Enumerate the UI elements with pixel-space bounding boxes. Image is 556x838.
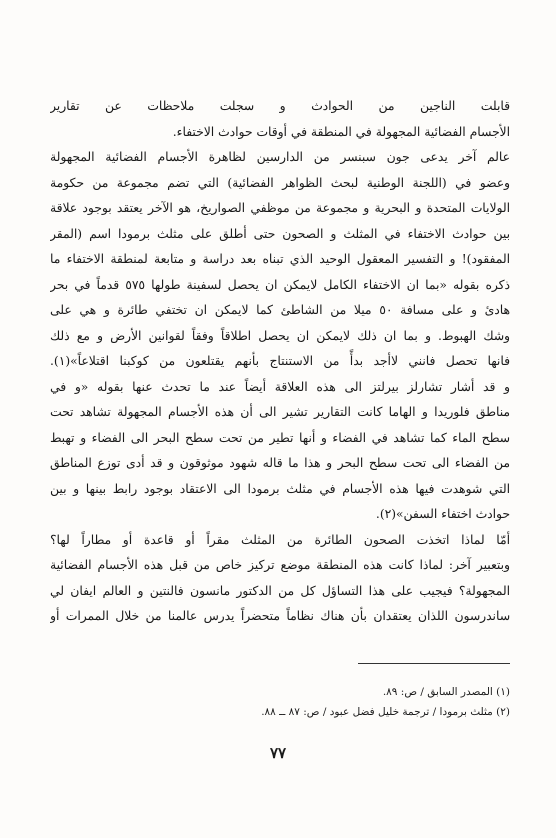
text-line: من الفضاء الى تحت سطح البحر و هذا ما قاله شهود موثوقون و قد أدى توزع المناطق [50,456,510,470]
text-line: وعضو في (اللجنة الوطنية لبحث الظواهر الفضائية) التي تضم مجموعة من حكومة [50,175,510,190]
text-line: وبتعبير آخر: لماذا كانت هذه المنطقة موضع تركيز خاص من قبل هذه الأجسام الفضائية [50,558,510,572]
body-text [50,94,510,630]
text-line: سطح الماء كما تشاهد في الفضاء و أنها تطير من تحت سطح البحر الى الفضاء و تهبط [50,430,510,445]
text-line: فانها تحصل فانني لاأجد بدأً من الاستنتاج بأنهم يقتلعون من كوكبنا اقتلاعاً»(١). [50,354,510,368]
text-line: ذكره بقوله «بما ان الاختفاء الكامل لايمكن ان يحصل لسفينة طولها ٥٧٥ قدماً في بحر [50,277,510,292]
text-line: ساندرسون اللذان يعتقدان بأن هناك نظاماً متحضراً يدرس عالمنا من خلال الممرات أو [50,609,510,623]
text-line: المفقود)! و التفسير المعقول الوحيد الذي تبناه بعد دراسة و متابعة لمنطقة الاختفاء ما [50,252,510,266]
text-line: عالم آخر يدعى جون سبنسر من الدارسين لظاهرة الأجسام الفضائية المجهولة [50,150,510,164]
footnote: (١) المصدر السابق / ص: ٨٩. [382,686,510,698]
text-line: و قد أشار تشارلز بيرلتز الى هذه العلاقة أيضاً عند ما تحدث عنها بقوله «و في [50,379,510,394]
footnote-divider [358,663,510,664]
footnotes [90,682,510,722]
text-line: هادئ و على مسافة ٥٠ ميلا من الشاطئ كما لايمكن ان تختفي طائرة و هي على [50,303,510,317]
text-line: المجهولة؟ فيجيب على هذا التساؤل كل من الدكتور مانسون فالنتين و العالم ايفان لي [50,583,510,598]
text-line: حوادث اختفاء السفن»(٢). [375,507,510,521]
page-number: ٧٧ [269,744,287,762]
text-line: مناطق فلوريدا و الهاما كانت التقارير تشير الى أن هذه الأجسام المجهولة تشاهد تحت [50,405,510,419]
text-line: أمّا لماذا اتخذت الصحون الطائرة من المثلث مقراً أو قاعدة أو مطاراً لها؟ [50,532,510,547]
text-line: وشك الهبوط. و بما ان ذلك لايمكن ان يحصل اطلاقاً وفقاً لقوانين الأرض و مع ذلك [50,328,510,343]
text-line: بين حوادث الاختفاء في المثلث و الصحون حتى أطلق على مثلث برمودا اسم (المقر [50,226,510,241]
text-line: قابلت الناجين من الحوادث و سجلت ملاحظات عن تقارير [50,99,510,113]
text-line: الأجسام الفضائية المجهولة في المنطقة في أوقات حوادث الاختفاء. [172,124,510,139]
text-line: الولايات المتحدة و البحرية و مجموعة من موظفي الصواريخ، هو الآخر يعتقد بوجود علاقة [50,201,510,215]
text-line: التي شوهدت فيها هذه الأجسام في مثلث برمودا الى الاعتقاد بوجود رابط بينها و بين [50,481,510,496]
footnote: (٢) مثلث برمودا / ترجمة خليل فضل عبود / ص: ٨٧ ــ ٨٨. [261,706,510,718]
